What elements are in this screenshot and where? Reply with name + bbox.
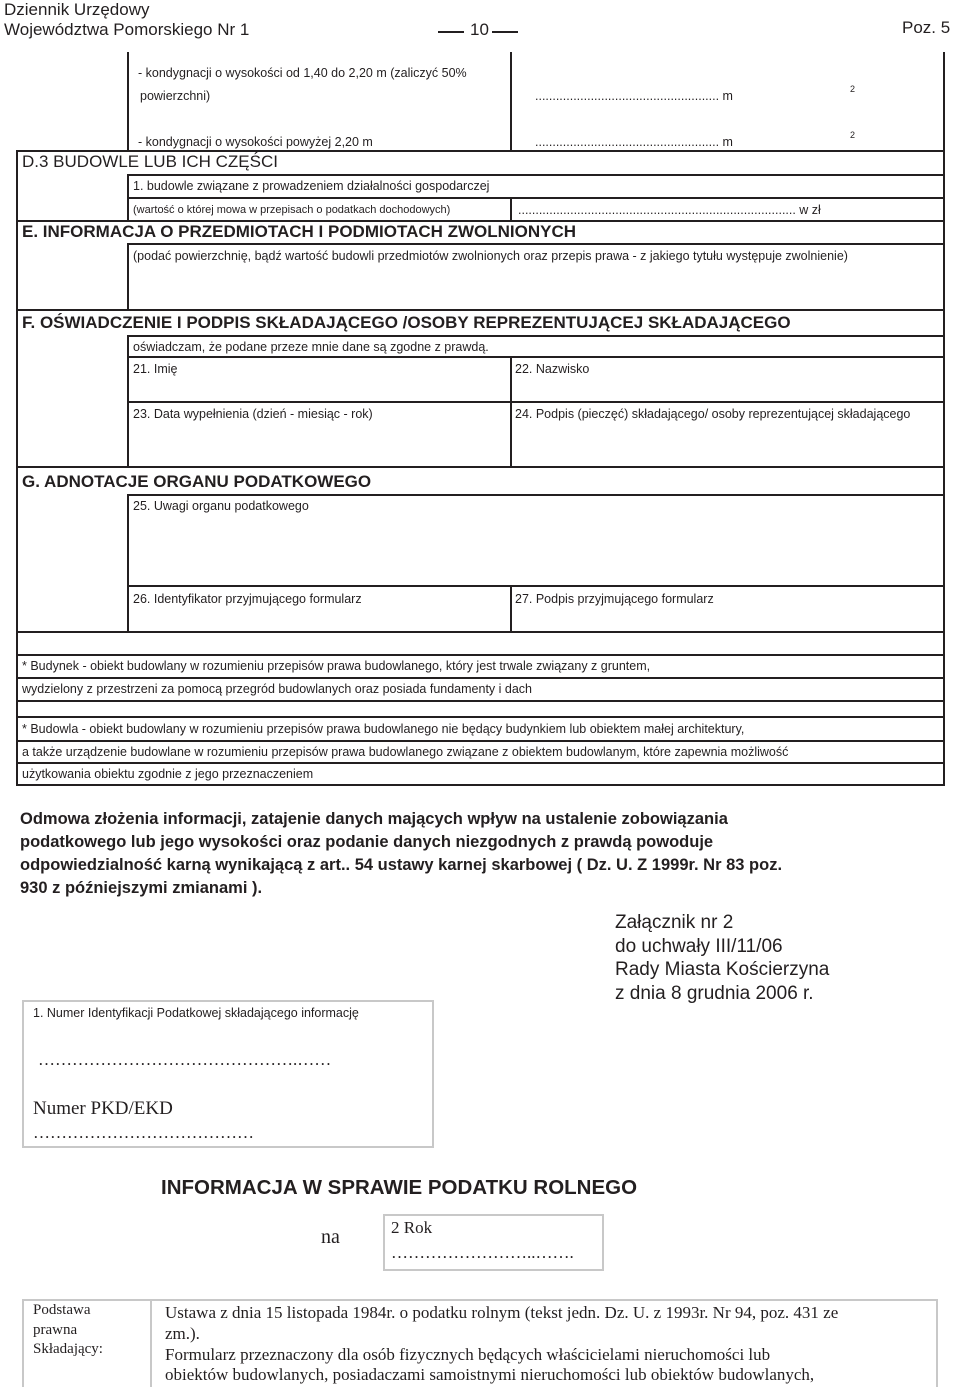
year-input[interactable]: ……………………..…….: [391, 1243, 574, 1262]
note-structure-c: użytkowania obiektu zgodnie z jego przeznaczeniem: [22, 767, 314, 781]
form-mid-top: [510, 52, 512, 152]
section-g-title: G. ADNOTACJE ORGANU PODATKOWEGO: [22, 472, 372, 491]
note-structure-a: * Budowla - obiekt budowlany w rozumieniu przepisów prawa budowlanego nie będący budynkiem lub obiektem małej architektury,: [22, 722, 745, 736]
page-number: 10: [470, 20, 489, 39]
page-number-dash-left: [438, 31, 464, 33]
divider: [16, 631, 945, 633]
divider: [16, 654, 945, 656]
journal-title: Dziennik Urzędowy: [4, 0, 150, 19]
divider: [16, 466, 945, 468]
row-height-140-label: - kondygnacji o wysokości od 1,40 do 2,20 m (zaliczyć 50%: [138, 66, 467, 80]
divider-v: [127, 243, 129, 311]
section-d3-title: D.3 BUDOWLE LUB ICH CZĘŚCI: [22, 152, 278, 171]
annex-line-1: Załącznik nr 2: [615, 912, 734, 933]
form-right-border: [943, 52, 945, 786]
divider: [127, 174, 945, 176]
basis-text-3: Formularz przeznaczony dla osób fizycznych będących właścicielami nieruchomości lub: [165, 1345, 771, 1364]
year-na-label: na: [321, 1226, 340, 1248]
divider-v: [510, 585, 512, 632]
main-title: INFORMACJA W SPRAWIE PODATKU ROLNEGO: [161, 1176, 638, 1199]
form-inner-left-top: [127, 52, 129, 152]
row-height-220-label: - kondygnacji o wysokości powyżej 2,20 m: [138, 135, 373, 149]
d3-item1-value[interactable]: ................................................................................ w zł: [518, 203, 821, 217]
field-24-signature[interactable]: 24. Podpis (pieczęć) składającego/ osoby reprezentującej składającego: [515, 407, 911, 421]
field-25-remarks[interactable]: 25. Uwagi organu podatkowego: [133, 499, 309, 513]
field-23-date[interactable]: 23. Data wypełnienia (dzień - miesiąc - rok): [133, 407, 373, 421]
warning-line-2: podatkowego lub jego wysokości oraz podanie danych niezgodnych z prawdą powoduje: [20, 833, 714, 851]
pkd-label: Numer PKD/EKD: [33, 1098, 173, 1119]
note-building-a: * Budynek - obiekt budowlany w rozumieniu przepisów prawa budowlanego, który jest trwale związany z gruntem,: [22, 659, 651, 673]
annex-line-3: Rady Miasta Kościerzyna: [615, 959, 830, 980]
field-21-first-name[interactable]: 21. Imię: [133, 362, 178, 376]
divider-v: [510, 197, 512, 220]
divider-v: [510, 356, 512, 467]
warning-line-1: Odmowa złożenia informacji, zatajenie danych mających wpływ na ustalenie zobowiązania: [20, 810, 728, 828]
field-27-receiver-signature[interactable]: 27. Podpis przyjmującego formularz: [515, 592, 714, 606]
position-label: Poz. 5: [902, 18, 951, 37]
section-e-title: E. INFORMACJA O PRZEDMIOTACH I PODMIOTACH ZWOLNIONYCH: [22, 222, 577, 241]
unit-superscript: 2: [850, 84, 856, 94]
divider: [16, 740, 945, 742]
divider: [127, 401, 945, 403]
page-number-dash-right: [492, 31, 518, 33]
field-22-last-name[interactable]: 22. Nazwisko: [515, 362, 590, 376]
basis-label-3: Składający:: [33, 1341, 103, 1357]
divider: [127, 197, 945, 199]
annex-line-4: z dnia 8 grudnia 2006 r.: [615, 983, 814, 1004]
note-building-b: wydzielony z przestrzeni za pomocą przegród budowlanych oraz posiada fundamenty i dach: [22, 682, 533, 696]
divider: [127, 356, 945, 358]
row-height-220-value[interactable]: ..................................................... m: [535, 135, 733, 149]
warning-line-3: odpowiedzialność karną wynikającą z art.. 54 ustawy karnej skarbowej ( Dz. U. Z 1999r. Nr 83 poz.: [20, 856, 783, 874]
nip-input[interactable]: ……………………………………….……: [38, 1050, 332, 1069]
pkd-input[interactable]: …………………………………: [33, 1123, 254, 1142]
unit-superscript: 2: [850, 130, 856, 140]
nip-label: 1. Numer Identyfikacji Podatkowej składającego informację: [33, 1006, 359, 1020]
divider: [127, 243, 945, 245]
divider: [127, 585, 945, 587]
section-f-title: F. OŚWIADCZENIE I PODPIS SKŁADAJĄCEGO /OSOBY REPREZENTUJĄCEJ SKŁADAJĄCEGO: [22, 313, 791, 332]
d3-item1-label: 1. budowle związane z prowadzeniem działalności gospodarczej: [133, 179, 490, 193]
note-structure-b: a także urządzenie budowlane w rozumieniu przepisów prawa budowlanego związane z obiektem budowlanym, które zapewnia możliwość: [22, 745, 789, 759]
basis-text-1: Ustawa z dnia 15 listopada 1984r. o podatku rolnym (tekst jedn. Dz. U. z 1993r. Nr 94, poz. 431 ze: [165, 1303, 839, 1322]
journal-subtitle: Województwa Pomorskiego Nr 1: [4, 20, 250, 39]
field-26-receiver-id[interactable]: 26. Identyfikator przyjmującego formularz: [133, 592, 362, 606]
divider: [16, 716, 945, 718]
row-height-140-label-b: powierzchni): [140, 89, 211, 103]
basis-label-1: Podstawa: [33, 1302, 91, 1318]
warning-line-4: 930 z późniejszymi zmianami ).: [20, 879, 263, 897]
year-label: 2 Rok: [391, 1218, 433, 1237]
section-e-note: (podać powierzchnię, bądź wartość budowli przedmiotów zwolnionych oraz przepis prawa - z jakiego tytułu występuje zwolnienie): [133, 249, 848, 263]
divider: [127, 494, 945, 496]
basis-divider: [150, 1299, 152, 1387]
f-statement: oświadczam, że podane przeze mnie dane są zgodne z prawdą.: [133, 340, 489, 354]
divider: [127, 335, 945, 337]
form-left-border: [16, 150, 18, 786]
divider: [16, 677, 945, 679]
divider: [16, 700, 945, 702]
basis-text-2: zm.).: [165, 1324, 200, 1343]
form-bottom-border: [16, 784, 945, 786]
divider: [16, 762, 945, 764]
divider: [16, 309, 945, 311]
basis-label-2: prawna: [33, 1322, 78, 1338]
row-height-140-value[interactable]: ..................................................... m: [535, 89, 733, 103]
basis-text-4: obiektów budowlanych, posiadaczami samoistnymi nieruchomości lub obiektów budowlanych,: [165, 1365, 815, 1384]
annex-line-2: do uchwały III/11/06: [615, 936, 783, 957]
divider-v: [127, 494, 129, 632]
d3-item1-note: (wartość o której mowa w przepisach o podatkach dochodowych): [133, 204, 451, 216]
